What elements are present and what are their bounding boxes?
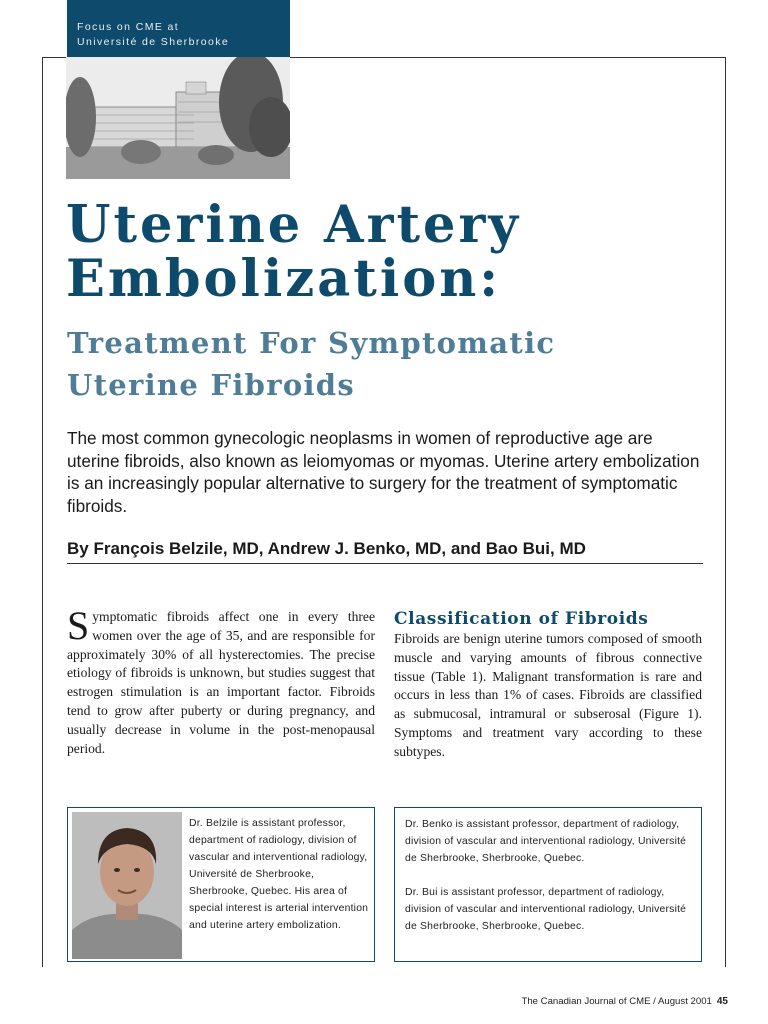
bio-bui-text: Dr. Bui is assistant professor, department of radiology, division of vascular and interventional radiology, Université de Sherbrooke, Sherbrooke, Quebec. (405, 887, 687, 932)
body-column-right (394, 608, 702, 762)
section-paragraph: Fibroids are benign uterine tumors composed of smooth muscle and varying amounts of fibrous connective tissue (Table 1). Malignant transformation is rare and occurs in less than 1% of cases. Fibroids are classified as submucosal, intramural or subserosal (Figure 1). Symptoms and treatment vary according to these subtypes. (394, 631, 702, 759)
section-heading: Classification of Fibroids (394, 609, 649, 629)
article-subtitle (67, 322, 727, 406)
article-title-line2: Embolization: (66, 249, 502, 309)
lead-paragraph: The most common gynecologic neoplasms in women of reproductive age are uterine fibroids, also known as leiomyomas or myomas. Uterine artery embolization is an increasingly popular alternative to surgery for the treatment of symptomatic fibroids. (67, 428, 700, 516)
article-subtitle-line2: Uterine Fibroids (67, 368, 355, 402)
bio-benko-text: Dr. Benko is assistant professor, department of radiology, division of vascular and interventional radiology, Université de Sherbrooke, Sherbrooke, Quebec. (405, 819, 687, 864)
author-byline: By François Belzile, MD, Andrew J. Benko, MD, and Bao Bui, MD (67, 539, 703, 564)
article-subtitle-line1: Treatment For Symptomatic (67, 326, 556, 360)
footer-page-number: 45 (716, 996, 728, 1007)
bio-belzile-text: Dr. Belzile is assistant professor, department of radiology, division of vascular and interventional radiology, Université de Sherbrooke, Sherbrooke, Quebec. His area of special interest is arterial intervention and uterine artery embolization. (189, 818, 369, 931)
author-bio-box-benko-bui (394, 807, 702, 962)
author-portrait (72, 812, 182, 959)
intro-paragraph: ymptomatic fibroids affect one in every three women over the age of 35, and are responsible for approximately 30% of all hysterectomies. The precise etiology of fibroids is unknown, but studies suggest that estrogen stimulation is an important factor. Fibroids tend to grow after puberty or during pregnancy, and usually decrease in volume in the post-menopausal period. (67, 609, 375, 756)
section-tag (67, 0, 290, 58)
footer-journal: The Canadian Journal of CME / August 2001 (521, 996, 712, 1007)
author-bio-box-belzile (67, 807, 375, 962)
article-title (66, 195, 726, 309)
drop-cap: S (67, 603, 90, 648)
body-column-left (67, 603, 375, 758)
section-tag-line1: Focus on CME at (77, 21, 180, 33)
page-footer (521, 996, 728, 1007)
section-tag-line2: Université de Sherbrooke (77, 36, 230, 48)
campus-photo (66, 57, 290, 179)
article-title-line1: Uterine Artery (66, 195, 521, 255)
